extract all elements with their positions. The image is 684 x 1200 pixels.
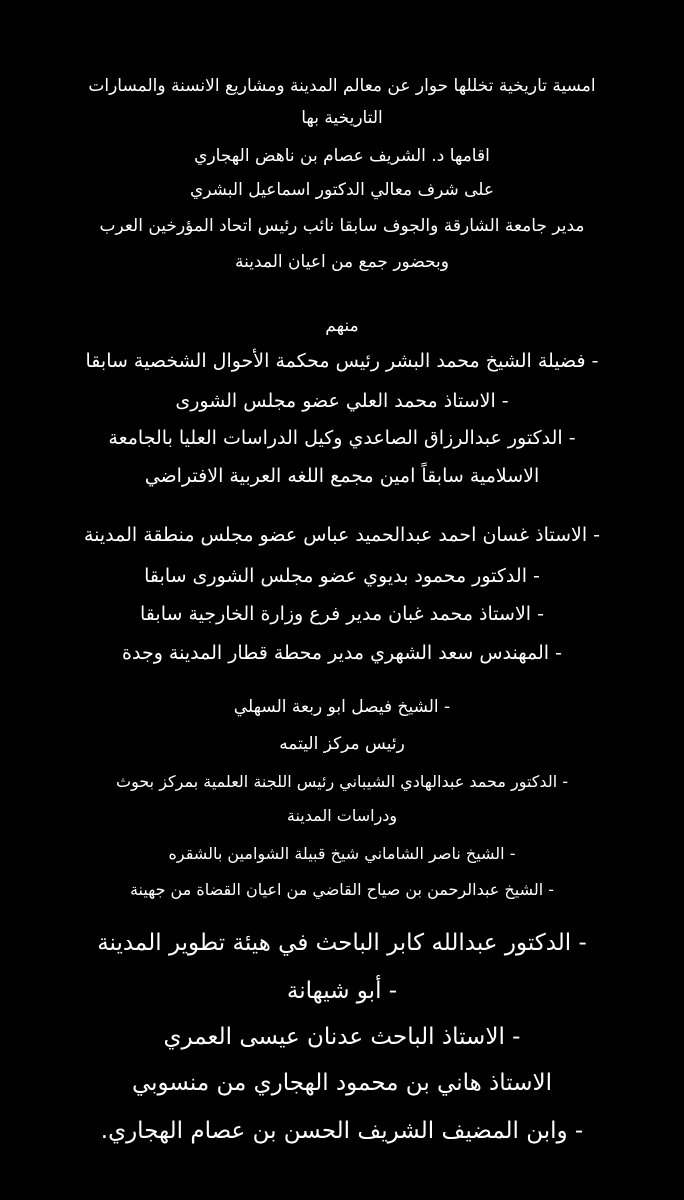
- attendee-line: رئيس مركز اليتمه: [279, 734, 405, 754]
- attendee-line: - الدكتور عبدالرزاق الصاعدي وكيل الدراسات العليا بالجامعة: [108, 427, 576, 449]
- intro-line-2: التاريخية بها: [301, 108, 383, 128]
- attendee-line: - الاستاذ غسان احمد عبدالحميد عباس عضو مجلس منطقة المدينة: [83, 524, 601, 546]
- attendee-line: - الشيخ عبدالرحمن بن صياح القاضي من اعيان القضاة من جهينة: [129, 880, 555, 899]
- intro-line-5: مدير جامعة الشارقة والجوف سابقا نائب رئيس اتحاد المؤرخين العرب: [99, 216, 585, 236]
- attendee-line: - الشيخ فيصل ابو ربعة السهلي: [233, 697, 451, 717]
- attendee-line: - وابن المضيف الشريف الحسن بن عصام الهجاري.: [100, 1118, 584, 1144]
- attendee-line: - فضيلة الشيخ محمد البشر رئيس محكمة الأحوال الشخصية سابقا: [85, 350, 599, 372]
- attendee-line: - الدكتور محمود بديوي عضو مجلس الشورى سابقا: [144, 565, 540, 587]
- attendee-line: - المهندس سعد الشهري مدير محطة قطار المدينة وجدة: [122, 642, 562, 664]
- attendee-line: - الاستاذ الباحث عدنان عيسى العمري: [163, 1024, 521, 1050]
- attendee-line: - الدكتور محمد عبدالهادي الشيباني رئيس اللجنة العلمية بمركز بحوث: [116, 772, 568, 791]
- attendee-line: - الاستاذ محمد العلي عضو مجلس الشورى: [175, 390, 509, 412]
- intro-line-4: على شرف معالي الدكتور اسماعيل البشري: [189, 180, 495, 200]
- intro-line-6: وبحضور جمع من اعيان المدينة: [235, 252, 449, 272]
- intro-line-1: امسية تاريخية تخللها حوار عن معالم المدينة ومشاريع الانسنة والمسارات: [88, 76, 596, 96]
- intro-line-3: اقامها د. الشريف عصام بن ناهض الهجاري: [194, 146, 490, 166]
- attendee-line: - الشيخ ناصر الشاماني شيخ قبيلة الشوامين بالشقره: [168, 844, 516, 863]
- attendees-heading: منهم: [325, 316, 359, 336]
- attendee-line: - الاستاذ محمد غبان مدير فرع وزارة الخارجية سابقا: [140, 603, 544, 625]
- attendee-line: - أبو شيهانة: [286, 978, 398, 1004]
- attendee-line: الاسلامية سابقاً امين مجمع اللغه العربية الافتراضي: [144, 465, 540, 487]
- attendee-line: الاستاذ هاني بن محمود الهجاري من منسوبي: [131, 1070, 553, 1096]
- attendee-line: ودراسات المدينة: [286, 806, 398, 825]
- attendee-line: - الدكتور عبدالله كابر الباحث في هيئة تطوير المدينة: [97, 930, 587, 956]
